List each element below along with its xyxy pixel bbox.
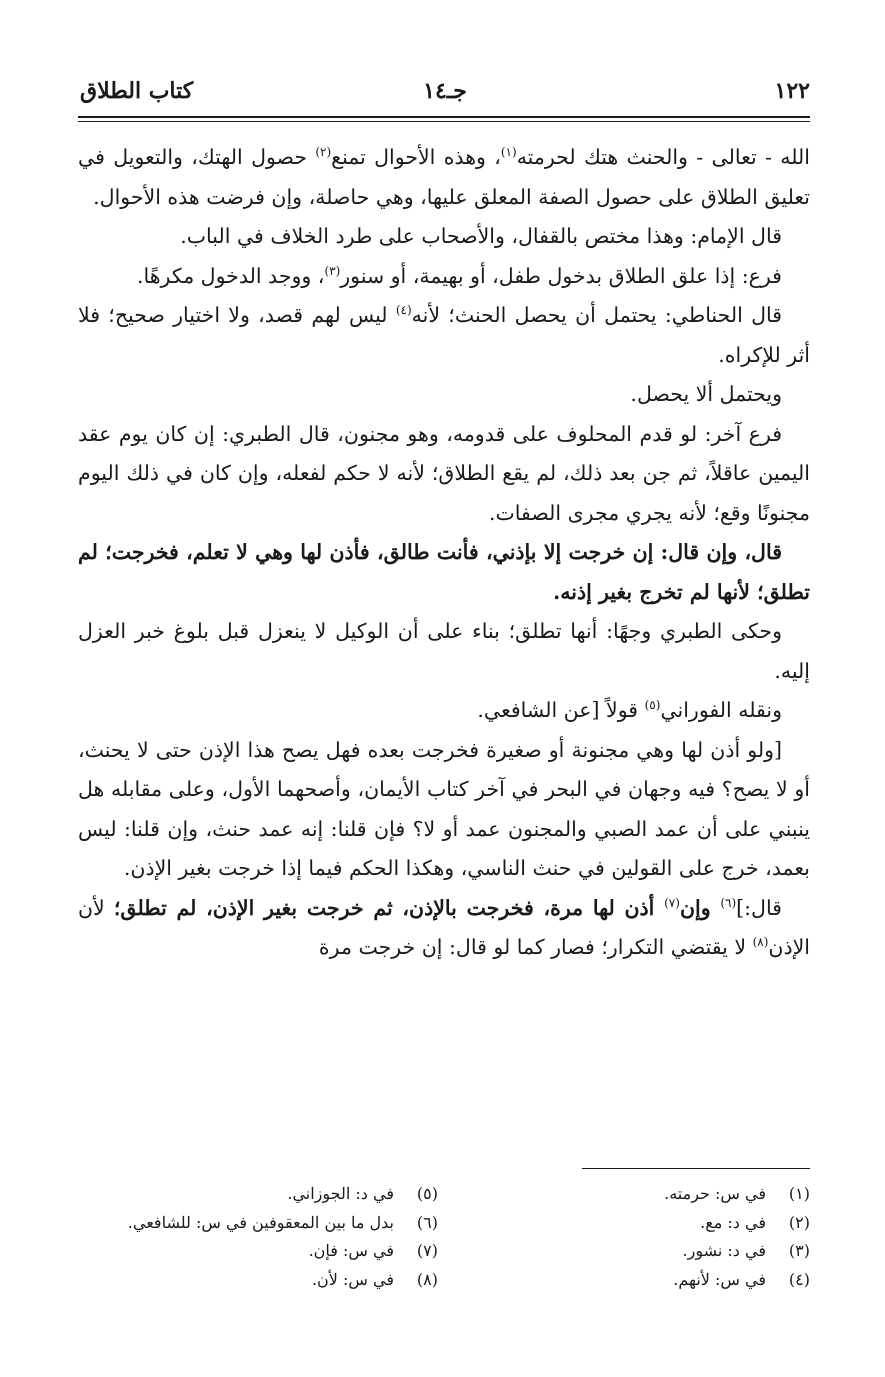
paragraph <box>78 296 810 375</box>
text-run: ليس لهم قصد، ولا اختيار صحيح؛ فلا أثر للإكراه. <box>78 303 810 367</box>
footnote-number: (٧) <box>416 1241 438 1260</box>
text-run: لأن الإذن <box>78 895 810 959</box>
footnote-rule <box>582 1168 810 1169</box>
footnote-ref: (٤) <box>395 303 412 318</box>
page-number: ١٢٢ <box>774 78 810 104</box>
footnote-ref: (٢) <box>315 145 332 160</box>
paragraph <box>78 691 810 731</box>
footnote-number: (٤) <box>788 1269 810 1289</box>
footnote-ref: (٧) <box>664 895 680 910</box>
paragraph: قال الإمام: وهذا مختص بالقفال، والأصحاب على طرد الخلاف في الباب. <box>180 224 782 248</box>
text-run: ، وهذه الأحوال تمنع <box>331 145 501 169</box>
footnote-text: في س: فإن. <box>308 1241 394 1260</box>
footnote-ref: (٦) <box>720 895 737 910</box>
paragraph <box>78 138 810 217</box>
text-run: وإن <box>679 895 721 920</box>
header-rule-thick <box>78 116 810 118</box>
footnote-ref: (٨) <box>752 935 769 950</box>
paragraph: قال، وإن قال: إن خرجت إلا بإذني، فأنت طالق، فأذن لها وهي لا تعلم، فخرجت؛ لم تطلق؛ لأنها لم تخرج بغير إذنه. <box>78 540 810 604</box>
footnote <box>450 1180 810 1209</box>
main-text <box>78 138 810 968</box>
paragraph: [ولو أذن لها وهي مجنونة أو صغيرة فخرجت بعده فهل يصح هذا الإذن حتى لا يحنث، أو لا يصح؟ فيه وجهان في البحر في آخر كتاب الأيمان، وأصحهما الأول، وعلى مقابله هل ينبني على أن عمد الصبي والمجنون عمد أو لا؟ فإن قلنا: إنه عمد حنث، وإن قلنا: ليس بعمد، خرج على القولين في حنث الناسي، وهكذا الحكم فيما إذا خرجت بغير الإذن. <box>78 737 810 880</box>
footnote-number: (٣) <box>788 1241 810 1260</box>
text-run: أذن لها مرة، فخرجت بالإذن، ثم خرجت بغير الإذن، لم تطلق؛ <box>113 895 665 920</box>
footnotes-column-left <box>78 1180 438 1294</box>
footnote <box>78 1266 438 1295</box>
volume-label: جـ١٤ <box>423 78 467 104</box>
page-header <box>80 78 810 112</box>
footnotes <box>78 1180 810 1320</box>
footnote-text: في د: الجوزاني. <box>287 1184 394 1203</box>
footnote-number: (٨) <box>416 1269 438 1289</box>
paragraph: فرع آخر: لو قدم المحلوف على قدومه، وهو مجنون، قال الطبري: إن كان يوم عقد اليمين عاقلاً، ثم جن بعد ذلك، لم يقع الطلاق؛ لأنه لا حكم لفعله، وإن كان في ذلك اليوم مجنونًا وقع؛ لأنه يجري مجرى الصفات. <box>78 421 810 525</box>
footnote <box>450 1237 810 1266</box>
text-run: ونقله الفوراني <box>660 698 782 722</box>
footnote-ref: (١) <box>500 145 517 160</box>
header-rule-thin <box>78 121 810 122</box>
text-run: حصول الهتك، والتعويل في تعليق الطلاق على حصول الصفة المعلق عليها، وهي حاصلة، وإن فرضت هذه الأحوال. <box>78 145 810 209</box>
footnote-text: في س: لأنهم. <box>673 1269 766 1289</box>
footnote <box>450 1266 810 1295</box>
footnote-ref: (٥) <box>644 698 661 713</box>
text-run: الله - تعالى - والحنث هتك لحرمته <box>516 145 810 169</box>
paragraph: وحكى الطبري وجهًا: أنها تطلق؛ بناء على أن الوكيل لا ينعزل قبل بلوغ خبر العزل إليه. <box>78 619 810 683</box>
footnote <box>78 1180 438 1209</box>
footnote <box>78 1209 438 1238</box>
footnote-number: (١) <box>788 1184 810 1203</box>
book-title: كتاب الطلاق <box>80 78 194 104</box>
footnote-text: بدل ما بين المعقوفين في س: للشافعي. <box>127 1212 394 1232</box>
footnote-number: (٥) <box>416 1184 438 1203</box>
text-run: قال:] <box>736 895 782 920</box>
footnotes-column-right <box>450 1180 810 1294</box>
footnote-ref: (٣) <box>324 263 341 278</box>
paragraph <box>78 889 810 968</box>
paragraph <box>78 257 810 297</box>
footnote <box>450 1209 810 1238</box>
paragraph: ويحتمل ألا يحصل. <box>630 382 782 406</box>
footnote-number: (٦) <box>416 1212 438 1232</box>
text-run: ، ووجد الدخول مكرهًا. <box>136 263 325 288</box>
text-run: لا يقتضي التكرار؛ فصار كما لو قال: إن خرجت مرة <box>318 935 753 959</box>
footnote-text: في س: لأن. <box>311 1269 394 1289</box>
text-run: فرع: إذا علق الطلاق بدخول طفل، أو بهيمة، أو سنور <box>340 263 782 288</box>
footnote <box>78 1237 438 1266</box>
footnote-text: في د: مع. <box>700 1212 766 1232</box>
text-run: قولاً [عن الشافعي. <box>477 698 645 722</box>
footnote-number: (٢) <box>788 1212 810 1232</box>
text-run: قال الحناطي: يحتمل أن يحصل الحنث؛ لأنه <box>411 303 783 327</box>
footnote-text: في د: نشور. <box>682 1241 766 1260</box>
footnote-text: في س: حرمته. <box>664 1184 766 1203</box>
